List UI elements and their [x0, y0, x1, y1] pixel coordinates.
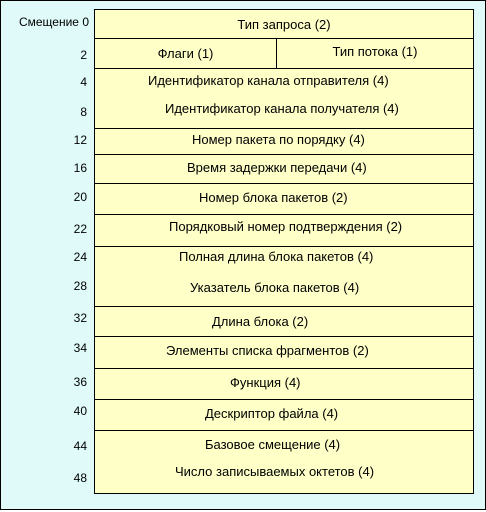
row-divider — [95, 183, 473, 184]
field-fragment-list-elements: Элементы списка фрагментов (2) — [166, 343, 369, 358]
offset-4: 4 — [80, 75, 87, 89]
field-ack-sequence-number: Порядковый номер подтверждения (2) — [169, 219, 403, 234]
offset-0: 0 — [82, 15, 89, 29]
offset-20: 20 — [73, 190, 87, 204]
packet-structure-table — [94, 9, 474, 494]
row-divider — [95, 430, 473, 431]
field-function: Функция (4) — [230, 375, 301, 390]
field-packet-block-pointer: Указатель блока пакетов (4) — [190, 280, 360, 295]
field-file-descriptor: Дескриптор файла (4) — [205, 406, 339, 421]
offset-12: 12 — [73, 133, 87, 147]
row-divider — [95, 368, 473, 369]
field-packet-sequence-number: Номер пакета по порядку (4) — [192, 132, 365, 147]
offset-28: 28 — [73, 279, 87, 293]
field-request-type: Тип запроса (2) — [237, 17, 331, 32]
offset-22: 22 — [73, 222, 87, 236]
offset-8: 8 — [80, 105, 87, 119]
offset-16: 16 — [73, 161, 87, 175]
offset-header — [3, 16, 89, 28]
field-block-length: Длина блока (2) — [212, 314, 309, 329]
offset-48: 48 — [73, 471, 87, 485]
row-divider — [95, 128, 473, 129]
offset-44: 44 — [73, 439, 87, 453]
row-divider — [95, 336, 473, 337]
field-bytes-to-write: Число записываемых октетов (4) — [175, 464, 375, 479]
offset-40: 40 — [73, 404, 87, 418]
field-base-offset: Базовое смещение (4) — [205, 437, 341, 452]
row-divider — [95, 246, 473, 247]
offset-label: Смещение — [18, 15, 79, 29]
row-divider — [95, 399, 473, 400]
field-transmission-delay: Время задержки передачи (4) — [187, 160, 367, 175]
offset-36: 36 — [73, 375, 87, 389]
offset-2: 2 — [80, 48, 87, 62]
offset-24: 24 — [73, 250, 87, 264]
field-flags: Флаги (1) — [157, 46, 214, 61]
row-divider — [95, 214, 473, 215]
offset-34: 34 — [73, 341, 87, 355]
row-divider — [95, 38, 473, 39]
field-stream-type: Тип потока (1) — [332, 44, 418, 59]
row-divider — [95, 154, 473, 155]
offset-32: 32 — [73, 311, 87, 325]
row-divider — [95, 68, 473, 69]
field-receiver-channel-id: Идентификатор канала получателя (4) — [165, 101, 399, 116]
field-sender-channel-id: Идентификатор канала отправителя (4) — [148, 73, 389, 88]
row-divider — [95, 306, 473, 307]
field-packet-block-number: Номер блока пакетов (2) — [199, 190, 348, 205]
field-packet-block-total-length: Полная длина блока пакетов (4) — [179, 249, 374, 264]
